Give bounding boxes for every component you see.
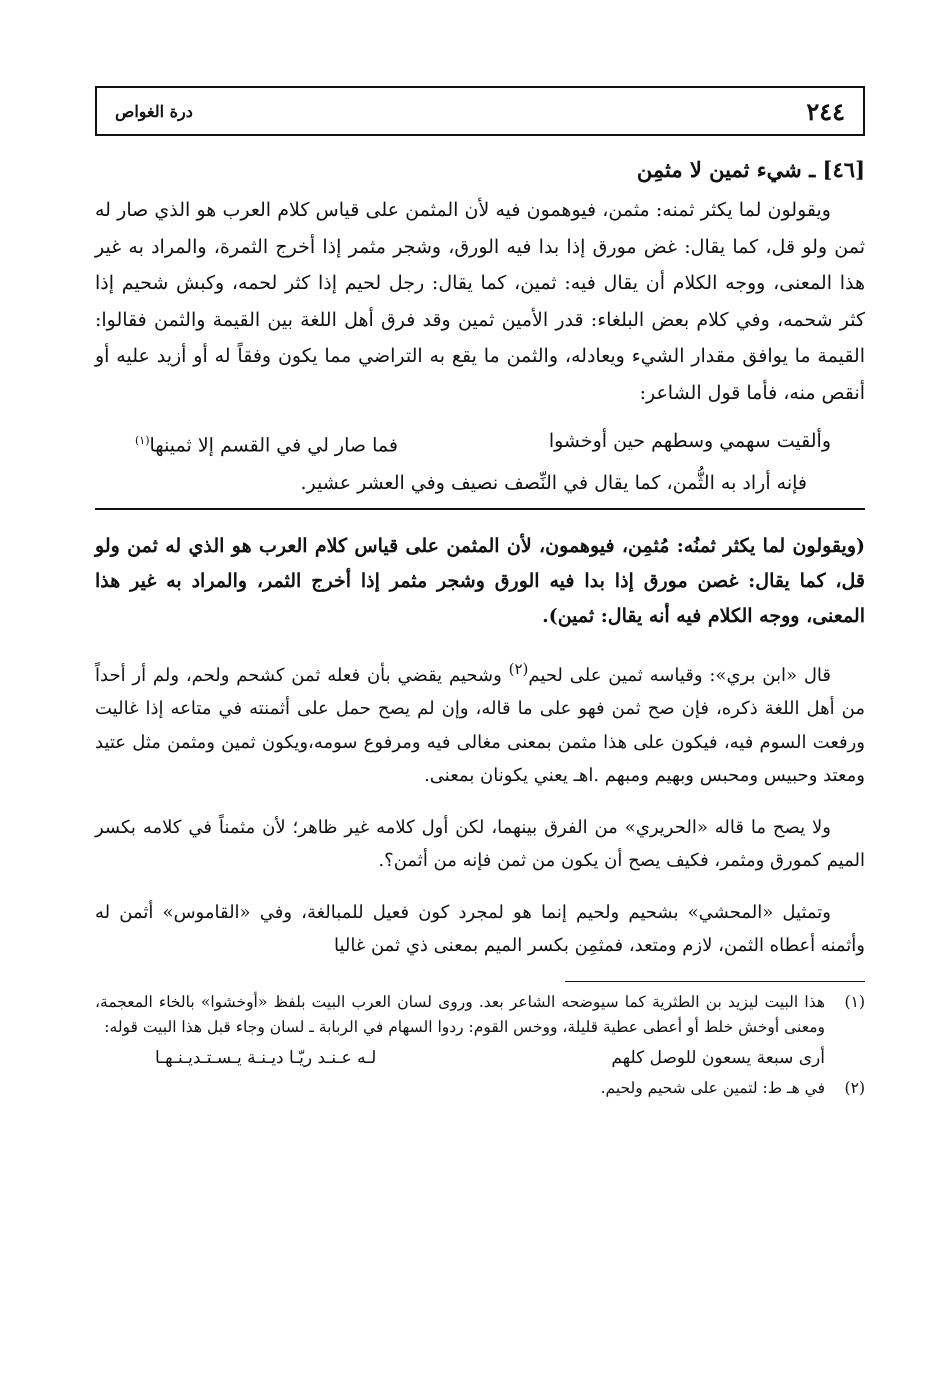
commentary-paragraph-1-a: قال «ابن بري»: وقياسه ثمين على لحيم — [528, 664, 831, 686]
footnotes — [95, 990, 865, 1101]
footnote-2 — [95, 1076, 865, 1101]
footnote-1-number: (١) — [844, 992, 865, 1011]
verse-first-text: وألقيت سهمي وسطهم حين أوخشوا — [548, 430, 831, 452]
book-page — [95, 86, 865, 1376]
page-header — [95, 86, 865, 136]
entry-verse — [95, 421, 865, 465]
commentary-paragraph-1 — [95, 653, 865, 793]
commentary-paragraph-1-b: وشحيم يقضي بأن فعله ثمن كشحم ولحم، ولم أر أحداً من أهل اللغة ذكره، فإن صح ثمن فهو على ما قاله، وإن لم يصح حمل على أثمنته في متاعه إذا غاليت ورفعت السوم فيه، فيكون على هذا مثمن بمعنى مغالى فيه ومرفوع سومه،ويكون ثمين ومثمن مثل عتيد ومعتد وحبيس ومحبس وبهيم ومبهم .اهـ يعني يكونان بمعنى. — [95, 664, 865, 787]
footnote-marker-2[interactable]: (٢) — [508, 659, 529, 678]
entry-heading: [٤٦] ـ شيء ثمين لا مثمِن — [636, 157, 865, 182]
page-number: ٢٤٤ — [806, 96, 845, 126]
running-title: درة الغواص — [115, 101, 193, 121]
commentary-quoted-text: (ويقولون لما يكثر ثمنُه: مُثمِن، فيوهمون، لأن المثمن على قياس كلام العرب هو الذي له ثمن ولو قل، كما يقال: غصن مورق إذا بدا فيه الورق وشجر مثمر إذا أخرج الثمر، والمراد به غير هذا المعنى، ووجه الكلام فيه أنه يقال: ثمين). — [95, 534, 865, 627]
footnote-verse-second: لـه عـنـد ريّـا ديـنـة يـسـتـديـنـهـا — [155, 1047, 377, 1068]
verse-second-hemistich — [135, 421, 398, 465]
footnote-marker-1[interactable]: (١) — [135, 434, 150, 447]
footnote-divider — [565, 981, 865, 982]
verse-second-text: فما صار لي في القسم إلا ثمينها — [149, 434, 398, 457]
footnote-verse-first: أرى سبعة يسعون للوصل كلهم — [611, 1047, 825, 1068]
footnote-1-verse — [95, 1040, 865, 1076]
section-divider — [95, 508, 865, 510]
footnote-1-text: هذا البيت ليزيد بن الطثرية كما سيوضحه الشاعر بعد. وروى لسان العرب البيت بلفظ «أوخشوا» بالخاء المعجمة، ومعنى أوخش خلط أو أعطى عطية قليلة، ووخس القوم: ردوا السهام في الربابة ـ لسان وجاء قبل هذا البيت قوله: — [95, 992, 825, 1036]
footnote-1 — [95, 990, 865, 1040]
entry-paragraph: ويقولون لما يكثر ثمنه: مثمن، فيوهمون فيه لأن المثمن على قياس كلام العرب هو الذي صار له ثمن ولو قل، كما يقال: غض مورق إذا بدا فيه الورق، وشجر مثمر إذا أخرج الثمرة، والمراد به غير هذا المعنى، ووجه الكلام أن يقال فيه: ثمين، كما يقال: رجل لحيم إذا كثر لحمه، وكبش شحيم إذا كثر شحمه، وفي كلام بعض البلغاء: قدر الأمين ثمين وقد فرق أهل اللغة بين القيمة والثمن فقالوا: القيمة ما يوافق مقدار الشيء ويعادله، والثمن ما يقع به التراضي مما يكون وفقاً له أو أزيد عليه أو أنقص منه، فأما قول الشاعر: — [95, 199, 865, 404]
footnote-2-number: (٢) — [844, 1078, 865, 1097]
verse-first-hemistich — [549, 421, 831, 465]
commentary-paragraph-3: وتمثيل «المحشي» بشحيم ولحيم إنما هو لمجرد كون فعيل للمبالغة، وفي «القاموس» أثمن له وأثمنه أعطاه الثمن، لازم ومتعد، فمثمِن بكسر الميم بمعنى ذي ثمن غاليا — [95, 901, 865, 957]
footnote-2-text: في هـ ط: لتمين على شحيم ولحيم. — [600, 1078, 825, 1097]
commentary-paragraph-2: ولا يصح ما قاله «الحريري» من الفرق بينهما، لكن أول كلامه غير ظاهر؛ لأن مثمناً في كلامه بكسر الميم كمورق ومثمر، فكيف يصح أن يكون من ثمن فإنه من أثمن؟. — [95, 816, 865, 872]
after-verse-text: فإنه أراد به الثُّمن، كما يقال في النِّصف نصيف وفي العشر عشير. — [300, 472, 807, 495]
